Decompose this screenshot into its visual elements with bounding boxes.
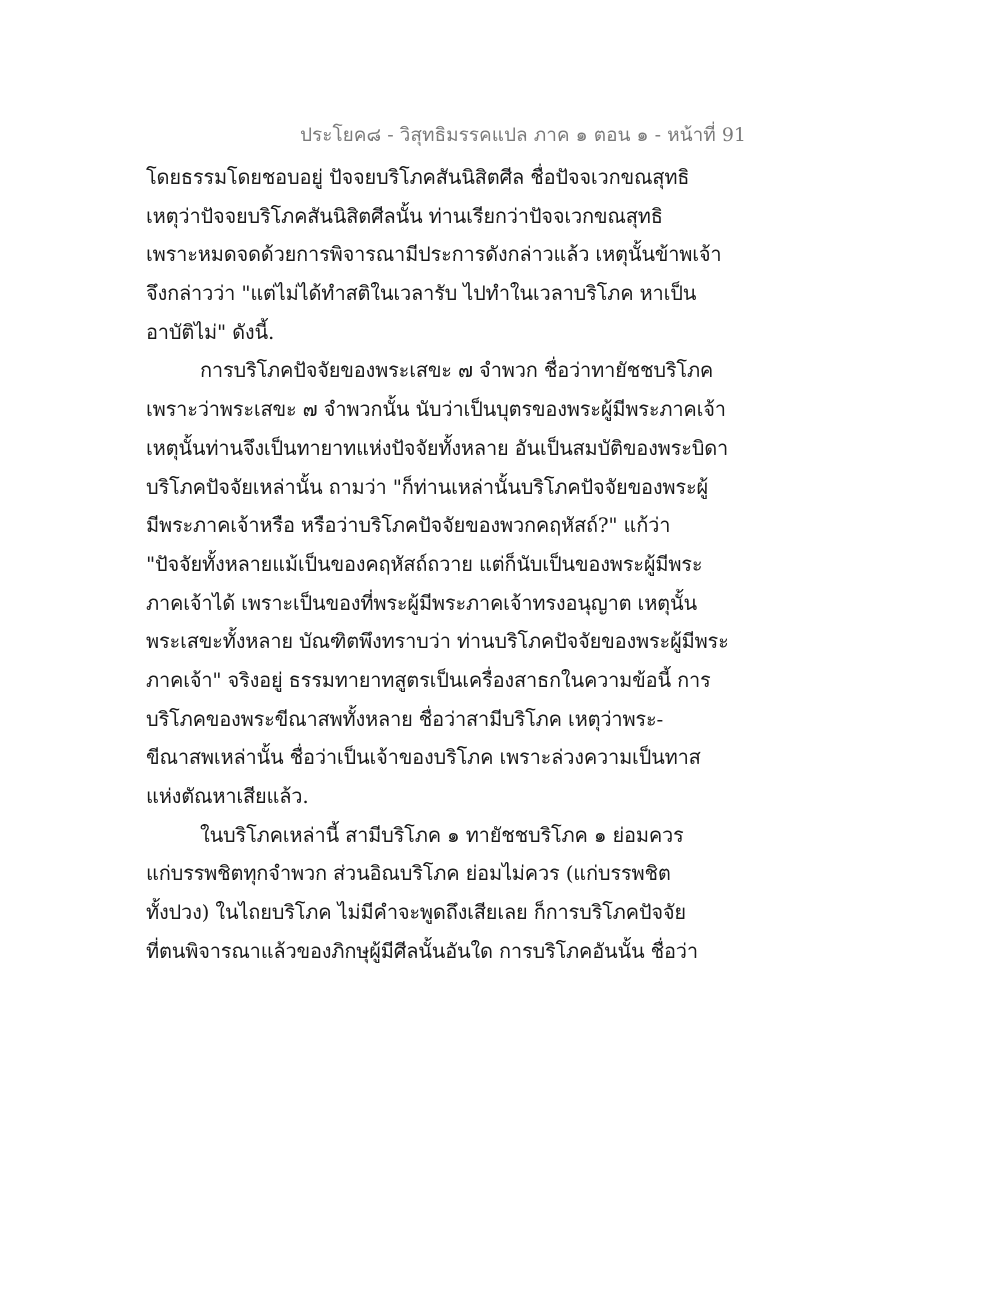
- text-line: มีพระภาคเจ้าหรือ หรือว่าบริโภคปัจจัยของพวกคฤหัสถ์?" แก้ว่า: [146, 513, 671, 538]
- text-line: ภาคเจ้าได้ เพราะเป็นของที่พระผู้มีพระภาคเจ้าทรงอนุญาต เหตุนั้น: [146, 590, 697, 615]
- page-header: ประโยค๘ - วิสุทธิมรรคแปล ภาค ๑ ตอน ๑ - หน้าที่ 91: [300, 124, 746, 146]
- text-line: แห่งตัณหาเสียแล้ว.: [146, 784, 309, 808]
- text-line: บริโภคของพระขีณาสพทั้งหลาย ชื่อว่าสามีบริโภค เหตุว่าพระ-: [146, 706, 664, 731]
- text-line: ทั้งปวง) ในไถยบริโภค ไม่มีคำจะพูดถึงเสียเลย ก็การบริโภคปัจจัย: [146, 900, 686, 925]
- text-line: พระเสขะทั้งหลาย บัณฑิตพึงทราบว่า ท่านบริโภคปัจจัยของพระผู้มีพระ: [146, 629, 729, 654]
- body-text: [146, 158, 729, 970]
- paragraph-start-line: การบริโภคปัจจัยของพระเสขะ ๗ จำพวก ชื่อว่าทายัชชบริโภค: [200, 358, 714, 383]
- paragraph-start-line: ในบริโภคเหล่านี้ สามีบริโภค ๑ ทายัชชบริโภค ๑ ย่อมควร: [200, 822, 684, 847]
- text-line: เหตุนั้นท่านจึงเป็นทายาทแห่งปัจจัยทั้งหลาย อันเป็นสมบัติของพระบิดา: [146, 435, 729, 460]
- text-line: อาบัติไม่" ดังนี้.: [146, 319, 275, 344]
- text-line: ที่ตนพิจารณาแล้วของภิกษุผู้มีศีลนั้นอันใด การบริโภคอันนั้น ชื่อว่า: [146, 938, 698, 963]
- text-line: แก่บรรพชิตทุกจำพวก ส่วนอิณบริโภค ย่อมไม่ควร (แก่บรรพชิต: [146, 861, 671, 886]
- text-line: เพราะหมดจดด้วยการพิจารณามีประการดังกล่าวแล้ว เหตุนั้นข้าพเจ้า: [146, 242, 722, 267]
- text-line: บริโภคปัจจัยเหล่านั้น ถามว่า "ก็ท่านเหล่านั้นบริโภคปัจจัยของพระผู้: [146, 474, 709, 499]
- text-line: จึงกล่าวว่า "แต่ไม่ได้ทำสติในเวลารับ ไปทำในเวลาบริโภค หาเป็น: [146, 281, 697, 306]
- text-line: เพราะว่าพระเสขะ ๗ จำพวกนั้น นับว่าเป็นบุตรของพระผู้มีพระภาคเจ้า: [146, 397, 726, 422]
- text-line: โดยธรรมโดยชอบอยู่ ปัจจยบริโภคสันนิสิตศีล ชื่อปัจจเวกขณสุทธิ: [146, 165, 690, 189]
- text-line: เหตุว่าปัจจยบริโภคสันนิสิตศีลนั้น ท่านเรียกว่าปัจจเวกขณสุทธิ: [146, 203, 663, 228]
- text-line: ขีณาสพเหล่านั้น ชื่อว่าเป็นเจ้าของบริโภค เพราะล่วงความเป็นทาส: [146, 745, 701, 770]
- text-line: ภาคเจ้า" จริงอยู่ ธรรมทายาทสูตรเป็นเครื่องสาธกในความข้อนี้ การ: [146, 667, 711, 692]
- text-line: "ปัจจัยทั้งหลายแม้เป็นของคฤหัสถ์ถวาย แต่ก็นับเป็นของพระผู้มีพระ: [146, 551, 703, 576]
